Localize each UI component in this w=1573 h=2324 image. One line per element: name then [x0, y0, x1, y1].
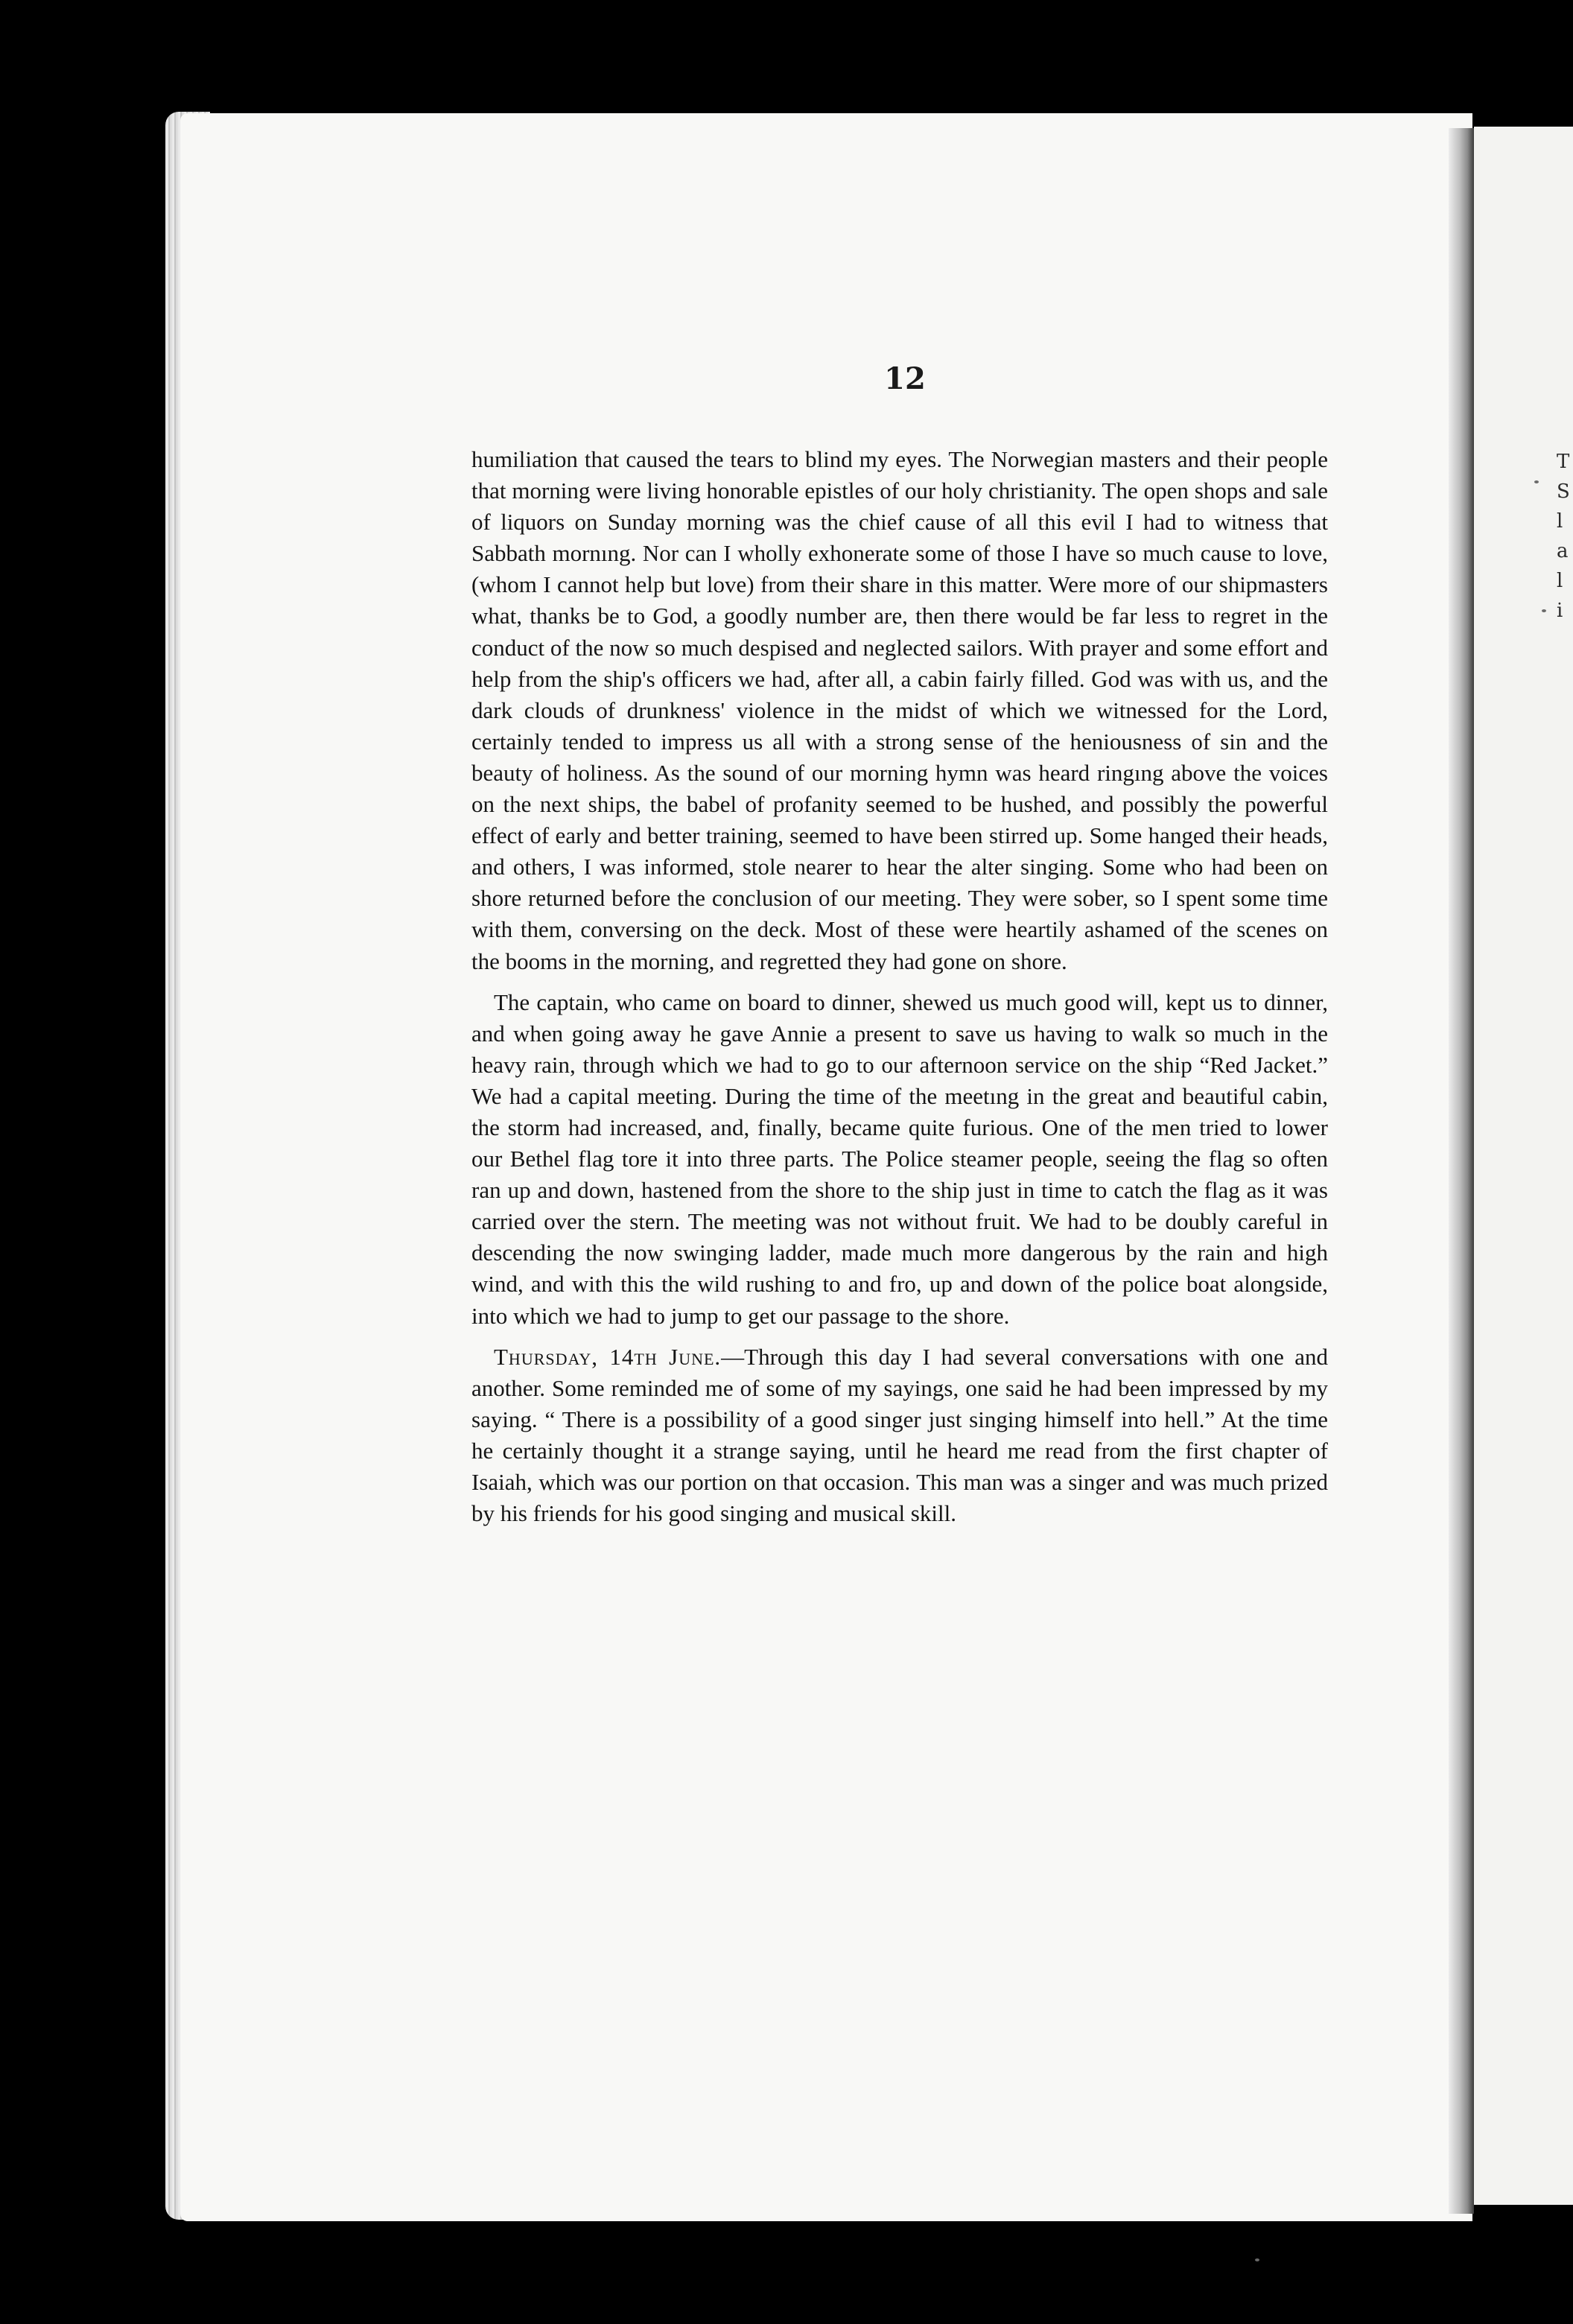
scan-speck: [1534, 480, 1539, 483]
scan-speck: [1542, 609, 1546, 612]
page-body: [471, 444, 1328, 1529]
fringe-letter: a: [1557, 540, 1569, 562]
facing-page-cut-text: [1557, 447, 1573, 760]
paragraph: [471, 987, 1328, 1332]
fringe-letter: i: [1557, 600, 1563, 622]
paragraph-text: The captain, who came on board to dinner, shewed us much good will, kept us to dinner, and when going away he gave Annie a present to save us having to walk so much in the heavy rain, through which we had to go to our afternoon service on the ship “Red Jacket.” We had a capital meeting. During the time of the meetıng in the great and beautiful cabin, the storm had increased, and, finally, became quite furious. One of the men tried to lower our Bethel flag tore it into three parts. The Police steamer people, seeing the flag so often ran up and down, hastened from the shore to the ship just in time to catch the flag as it was carried over the stern. The meeting was not without fruit. We had to be doubly careful in descending the now swinging ladder, made much more dangerous by the rain and high wind, and with this the wild rushing to and fro, up and down of the police boat alongside, into which we had to jump to get our passage to the shore.: [471, 988, 1328, 1329]
fringe-letter: T: [1557, 451, 1570, 473]
paragraph-text: humiliation that caused the tears to blind my eyes. The Norwegian masters and their people that morning were living honorable epistles of our holy christianity. The open shops and sale of liquors on Sunday morning was the chief cause of all this evil I had to witness that Sabbath mornıng. Nor can I wholly exhonerate some of those I have so much cause to love, (whom I cannot help but love) from their share in this matter. Were more of our shipmasters what, thanks be to God, a goodly number are, then there would be far less to regret in the conduct of the now so much despised and neglected sailors. With prayer and some effort and help from the ship's officers we had, after all, a cabin fairly filled. God was with us, and the dark clouds of drunkness' violence in the midst of which we witnessed for the Lord, certainly tended to impress us all with a strong sense of the heniousness of sin and the beauty of holiness. As the sound of our morning hymn was heard ringıng above the voices on the next ships, the babel of profanity seemed to be hushed, and possibly the powerful effect of early and better training, seemed to have been stirred up. Some hanged their heads, and others, I was informed, stole nearer to hear the alter singing. Some who had been on shore returned before the conclusion of our meeting. They were sober, so I spent some time with them, conversing on the deck. Most of these were heartily ashamed of the scenes on the booms in the morning, and regretted they had gone on shore.: [471, 446, 1328, 974]
scan-speck: [1255, 2258, 1259, 2261]
paragraph-text: —Through this day I had several conversations with one and another. Some reminded me of some of my sayings, one said he had been impressed by my saying. “ There is a possibility of a good singer just singing himself into hell.” At the time he certainly thought it a strange saying, until he heard me read from the first chapter of Isaiah, which was our portion on that occasion. This man was a singer and was much prized by his friends for his good singing and musical skill.: [471, 1343, 1328, 1527]
paragraph: [471, 1342, 1328, 1530]
fringe-letter: l: [1557, 570, 1563, 592]
fringe-letter: l: [1557, 510, 1563, 533]
book-gutter: [1449, 128, 1474, 2214]
page-number: 12: [884, 361, 926, 396]
fringe-letter: S: [1557, 480, 1570, 503]
facing-page: [1474, 127, 1573, 2205]
paragraph: [471, 444, 1328, 977]
date-heading: Thursday, 14th June.: [494, 1343, 722, 1370]
